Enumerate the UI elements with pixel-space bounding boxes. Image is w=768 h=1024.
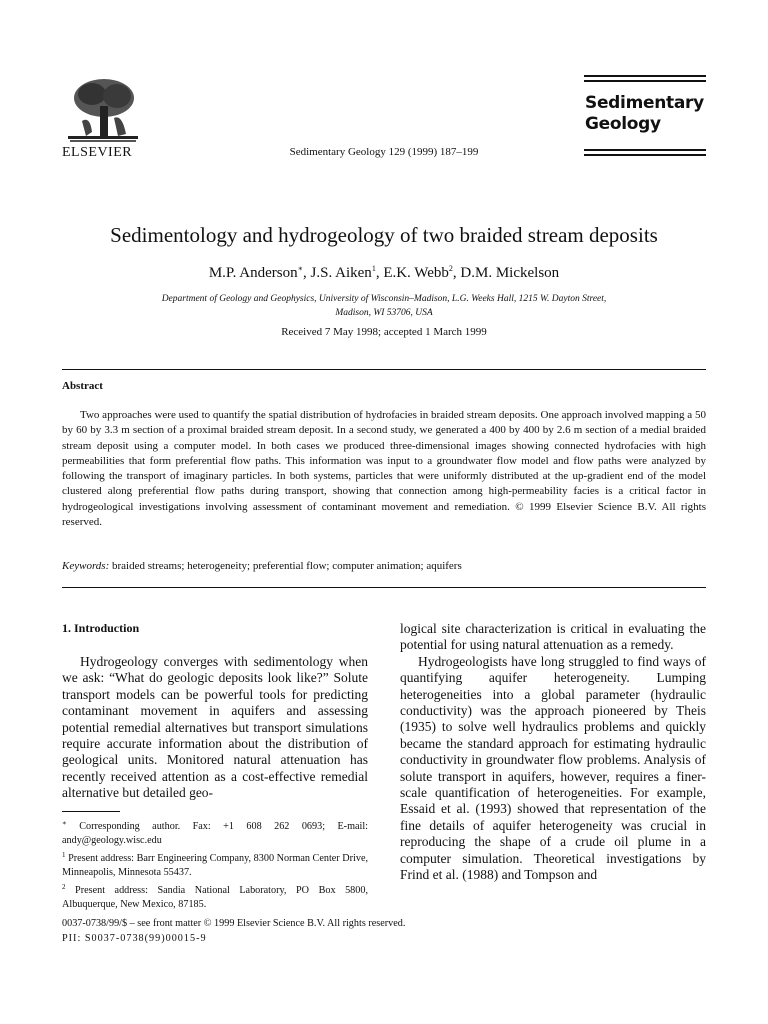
- divider: [62, 369, 706, 370]
- elsevier-tree-logo: [62, 76, 144, 146]
- author-name: D.M. Mickelson: [460, 265, 560, 281]
- article-title: Sedimentology and hydrogeology of two braided stream deposits: [110, 223, 658, 247]
- body-paragraph: Hydrogeology converges with sedimentology when we ask: “What do geologic deposits look like?” Solute transport models can be powerful tools for predicting contaminant movement in aquifers and assessing potential remedial alternatives but transport simulations require accurate information about the distribution of geological units. Monitored natural attenuation has recently received attention as a cost-effective remedial alternative but detailed geo-: [62, 654, 368, 801]
- keywords-list: braided streams; heterogeneity; preferential flow; computer animation; aquifers: [112, 560, 462, 572]
- journal-logo-line2: Geology: [585, 114, 661, 134]
- keywords-label: Keywords:: [62, 560, 110, 572]
- author-mark: ∗: [297, 264, 304, 273]
- abstract-heading: Abstract: [62, 380, 103, 392]
- left-column: [62, 654, 368, 802]
- right-column: [400, 621, 706, 884]
- footnotes: [62, 816, 368, 912]
- divider: [62, 587, 706, 588]
- issn-line: 0037-0738/99/$ – see front matter © 1999 Elsevier Science B.V. All rights reserved.: [62, 918, 406, 929]
- journal-logo: [584, 75, 706, 157]
- abstract-text: Two approaches were used to quantify the spatial distribution of hydrofacies in braided stream deposits. One approach involved mapping a 50 by 60 by 3.3 m section of a proximal braided stream deposit. In a second study, we generated a 400 by 400 by 2.6 m section of a medial braided stream deposit using a computer model. In both cases we produced three-dimensional images showing connected hydrofacies with high permeabilities that form preferential flow paths. This information was input to a groundwater flow model and flow paths were analyzed by following the transport of imaginary particles. In both systems, particles that were uniformly distributed at the up-gradient end of the model clustered along preferential flow paths during transport, showing that connection among high-permeability facies is a critical factor in hydrogeological investigations involving assessment of contaminant movement and remediation. © 1999 Elsevier Science B.V. All rights reserved.: [62, 409, 706, 529]
- author-name: E.K. Webb: [383, 265, 449, 281]
- pii-line: PII: S0037-0738(99)00015-9: [62, 933, 207, 944]
- affiliation-line: Department of Geology and Geophysics, University of Wisconsin–Madison, L.G. Weeks Hall, 1215 W. Dayton Street,: [161, 294, 607, 304]
- publisher-name: ELSEVIER: [62, 145, 133, 160]
- footnote-1: $^1$ Present address: Barr Engineering Company, 8300 Norman Center Drive, Minneapolis, Minnesota 55437.: [62, 851, 369, 878]
- author-mark: 2: [448, 264, 453, 273]
- author-mark: 1: [371, 264, 376, 273]
- author-list: M.P. Anderson∗, J.S. Aiken$^1$, E.K. Webb$^2$, D.M. Mickelson: [208, 264, 560, 281]
- footnote-corresponding: ∗ Corresponding author. Fax: +1 608 262 0693; E-mail: andy@geology.wisc.edu: [62, 819, 369, 846]
- journal-logo-line1: Sedimentary: [585, 93, 704, 113]
- footnote-2: $^2$ Present address: Sandia National Laboratory, PO Box 5800, Albuquerque, New Mexico, 87185.: [62, 883, 368, 910]
- affiliation-line: Madison, WI 53706, USA: [335, 308, 433, 318]
- affiliation: [90, 292, 678, 320]
- body-paragraph: Hydrogeologists have long struggled to find ways of quantifying aquifer heterogeneity. Lumping heterogeneities into a global parameter (hydraulic conductivity) was the approach pioneered by Theis (1935) to solve well hydraulics problems and quickly became the standard approach for estimating hydraulic conductivity in groundwater flow problems. Analysis of solute transport in aquifers, however, requires a finer-scale quantification of heterogeneities. For example, Essaid et al. (1993) showed that representation of the fine details of aquifer heterogeneity was crucial in reproducing the shape of a crude oil plume in a computer simulation. Theoretical investigations by Frind et al. (1988) and Tompson and: [400, 653, 706, 883]
- section-heading: 1. Introduction: [62, 621, 140, 635]
- author-name: J.S. Aiken: [310, 265, 372, 281]
- body-paragraph: logical site characterization is critical in evaluating the potential for using natural attenuation as a remedy.: [400, 621, 706, 653]
- author-name: M.P. Anderson: [208, 265, 298, 281]
- keywords: [62, 560, 706, 572]
- footnote-rule: [62, 811, 120, 812]
- received-dates: Received 7 May 1998; accepted 1 March 1999: [281, 326, 487, 338]
- journal-citation: Sedimentary Geology 129 (1999) 187–199: [289, 146, 479, 158]
